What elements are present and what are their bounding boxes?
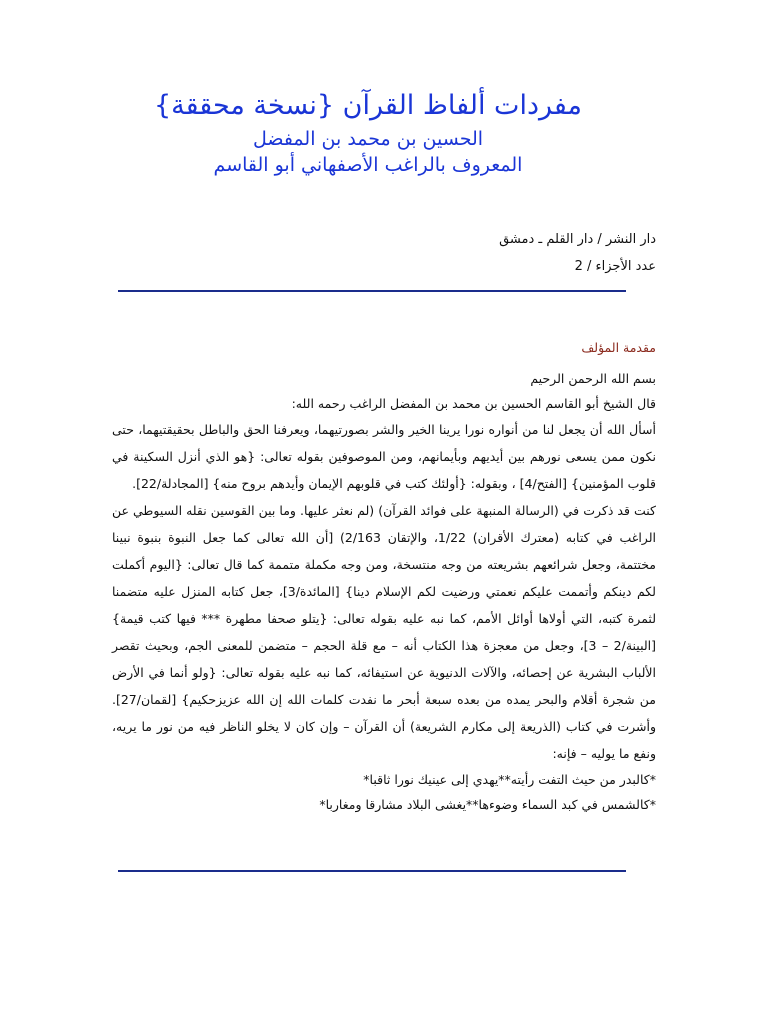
title-block — [88, 86, 648, 178]
basmala: بسم الله الرحمن الرحيم — [530, 371, 656, 386]
paragraph-1: أسأل الله أن يجعل لنا من أنواره نورا يرينا الخير والشر بصورتيهما، ويعرفنا الحق والباطل بحقيقتيهما، حتى نكون ممن يسعى نورهم بين أيديهم وبأيمانهم، ومن الموصوفين بقوله تعالى: {هو الذي أنزل السكينة في قلوب المؤمنين} [الفتح/4] ، وبقوله: {أولئك كتب في قلوبهم الإيمان وأيدهم بروح منه} [المجادلة/22]. — [112, 422, 656, 491]
author-name: الحسين بن محمد بن المفضل — [252, 128, 484, 150]
paragraph-2: كنت قد ذكرت في (الرسالة المنبهة على فوائد القرآن) (لم نعثر عليها. وما بين القوسين نقله السيوطي عن الراغب في كتابه (معترك الأقران) 1/22، والإتقان 2/163) [أن الله تعالى كما جعل النبوة بنبوة نبينا مختتمة، وجعل شرائعهم بشريعته من وجه منتسخة، ومن وجه مكملة متممة كما قال تعالى: {اليوم أكملت لكم دينكم وأتممت عليكم نعمتي ورضيت لكم الإسلام دينا} [المائدة/3]، جعل كتابه المنزل عليه متضمنا لثمرة كتبه، التي أولاها أوائل الأمم، كما نبه عليه بقوله تعالى: {يتلو صحفا مطهرة *** فيها كتب قيمة} [البينة/2 – 3]، وجعل من معجزة هذا الكتاب أنه – مع قلة الحجم – متضمن للمعنى الجم، وبحيث تقصر الألباب البشرية عن إحصائه، والآلات الدنيوية عن استيفائه، كما نبه عليه بقوله تعالى: {ولو أنما في الأرض من شجرة أقلام والبحر يمده من بعده سبعة أبحر ما نفدت كلمات الله إن الله عزيزحكيم} [لقمان/27]. وأشرت في كتاب (الذريعة إلى مكارم الشريعة) أن القرآن – وإن كان لا يخلو الناظر فيه من نور ما يريه، ونفع ما يوليه – فإنه: — [112, 503, 656, 761]
publication-info — [96, 226, 656, 280]
divider-top — [118, 290, 626, 292]
poem — [112, 767, 656, 817]
divider-bottom — [118, 870, 626, 872]
poem-verse-2: *كالشمس في كبد السماء وضوءها**يغشى البلاد مشارقا ومغاربا* — [319, 797, 656, 812]
body-text — [112, 366, 656, 817]
publisher-line: دار النشر / دار القلم ـ دمشق — [499, 232, 656, 247]
poem-verse-1: *كالبدر من حيث التفت رأيته**يهدي إلى عينيك نورا ثاقبا* — [363, 772, 656, 787]
book-title: مفردات ألفاظ القرآن {نسخة محققة} — [153, 90, 583, 121]
intro-line: قال الشيخ أبو القاسم الحسين بن محمد بن المفضل الراغب رحمه الله: — [291, 396, 656, 411]
volumes-line: عدد الأجزاء / 2 — [574, 259, 656, 274]
section-heading: مقدمة المؤلف — [581, 340, 656, 355]
author-known-as: المعروف بالراغب الأصفهاني أبو القاسم — [213, 154, 523, 176]
